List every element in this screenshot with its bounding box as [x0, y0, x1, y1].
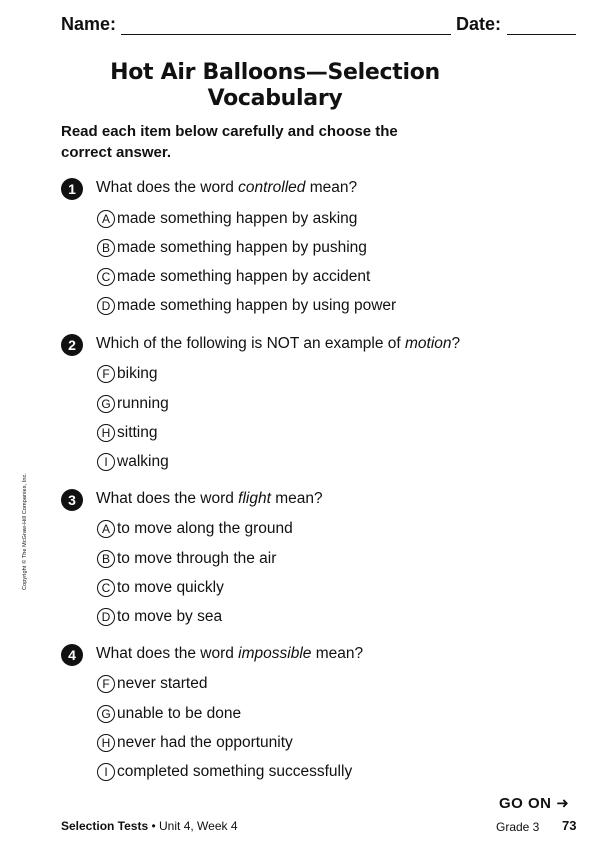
- go-on-prompt: [499, 794, 569, 812]
- instructions-line-1: Read each item below carefully and choose the: [61, 123, 398, 140]
- instructions-line-2: correct answer.: [61, 144, 172, 161]
- answer-bubble[interactable]: I: [97, 453, 115, 471]
- name-label: Name:: [61, 14, 117, 34]
- vocabulary-term: impossible: [238, 645, 312, 662]
- unit-week: Unit 4, Week 4: [159, 819, 238, 833]
- answer-choice[interactable]: [97, 519, 293, 539]
- answer-bubble[interactable]: H: [97, 734, 115, 752]
- footer-series: [61, 819, 238, 833]
- choice-text: to move through the air: [117, 550, 277, 567]
- question-text: What does the word controlled mean?: [96, 179, 358, 196]
- question-number-badge: 2: [61, 334, 83, 356]
- answer-bubble[interactable]: D: [97, 297, 115, 315]
- answer-bubble[interactable]: C: [97, 579, 115, 597]
- choice-text: made something happen by pushing: [117, 239, 367, 256]
- choice-text: made something happen by asking: [117, 210, 358, 227]
- choice-text: to move by sea: [117, 608, 223, 625]
- answer-choice[interactable]: [97, 704, 241, 724]
- answer-bubble[interactable]: F: [97, 365, 115, 383]
- answer-choice[interactable]: [97, 296, 396, 316]
- answer-bubble[interactable]: B: [97, 550, 115, 568]
- page-title: [80, 60, 470, 112]
- question-text: What does the word flight mean?: [96, 490, 323, 507]
- question-text: What does the word impossible mean?: [96, 645, 364, 662]
- answer-bubble[interactable]: G: [97, 395, 115, 413]
- answer-choice[interactable]: [97, 423, 158, 443]
- answer-bubble[interactable]: H: [97, 424, 115, 442]
- answer-choice[interactable]: [97, 267, 370, 287]
- answer-bubble[interactable]: I: [97, 763, 115, 781]
- answer-choice[interactable]: [97, 452, 169, 472]
- question-number-badge: 4: [61, 644, 83, 666]
- answer-choice[interactable]: [97, 238, 367, 258]
- choice-text: running: [117, 395, 169, 412]
- answer-choice[interactable]: [97, 364, 158, 384]
- answer-bubble[interactable]: A: [97, 210, 115, 228]
- answer-bubble[interactable]: D: [97, 608, 115, 626]
- footer-bullet: •: [148, 819, 160, 833]
- answer-bubble[interactable]: C: [97, 268, 115, 286]
- answer-bubble[interactable]: A: [97, 520, 115, 538]
- answer-choice[interactable]: [97, 762, 352, 782]
- answer-bubble[interactable]: F: [97, 675, 115, 693]
- page-number: 73: [562, 818, 577, 833]
- choice-text: never started: [117, 675, 208, 692]
- answer-choice[interactable]: [97, 394, 169, 414]
- choice-text: sitting: [117, 424, 158, 441]
- choice-text: completed something successfully: [117, 763, 353, 780]
- series-title: Selection Tests: [61, 819, 149, 833]
- question-number-badge: 1: [61, 178, 83, 200]
- date-label: Date:: [456, 14, 502, 34]
- instructions: [61, 121, 441, 163]
- choice-text: unable to be done: [117, 705, 242, 722]
- grade-label: Grade 3: [496, 820, 540, 834]
- go-on-label: GO ON: [499, 795, 552, 812]
- choice-text: walking: [117, 453, 169, 470]
- answer-choice[interactable]: [97, 209, 357, 229]
- header: [61, 14, 577, 38]
- answer-bubble[interactable]: G: [97, 705, 115, 723]
- choice-text: to move quickly: [117, 579, 224, 596]
- answer-choice[interactable]: [97, 733, 293, 753]
- choice-text: biking: [117, 365, 158, 382]
- choice-text: never had the opportunity: [117, 734, 293, 751]
- vocabulary-term: controlled: [238, 179, 306, 196]
- arrow-right-icon: ➜: [556, 795, 570, 812]
- choice-text: made something happen by using power: [117, 297, 397, 314]
- vocabulary-term: motion: [405, 335, 452, 352]
- answer-choice[interactable]: [97, 674, 207, 694]
- copyright-notice: Copyright © The McGraw-Hill Companies, Inc.: [22, 472, 28, 590]
- choice-text: made something happen by accident: [117, 268, 371, 285]
- answer-choice[interactable]: [97, 607, 222, 627]
- title-line-1: Hot Air Balloons—Selection: [110, 60, 440, 85]
- name-field-line[interactable]: [121, 34, 451, 35]
- answer-bubble[interactable]: B: [97, 239, 115, 257]
- vocabulary-term: flight: [238, 490, 271, 507]
- choice-text: to move along the ground: [117, 520, 293, 537]
- date-field-line[interactable]: [507, 34, 576, 35]
- answer-choice[interactable]: [97, 549, 276, 569]
- question-text: Which of the following is NOT an example of motion?: [96, 335, 461, 352]
- title-line-2: Vocabulary: [207, 86, 343, 111]
- question-number-badge: 3: [61, 489, 83, 511]
- answer-choice[interactable]: [97, 578, 224, 598]
